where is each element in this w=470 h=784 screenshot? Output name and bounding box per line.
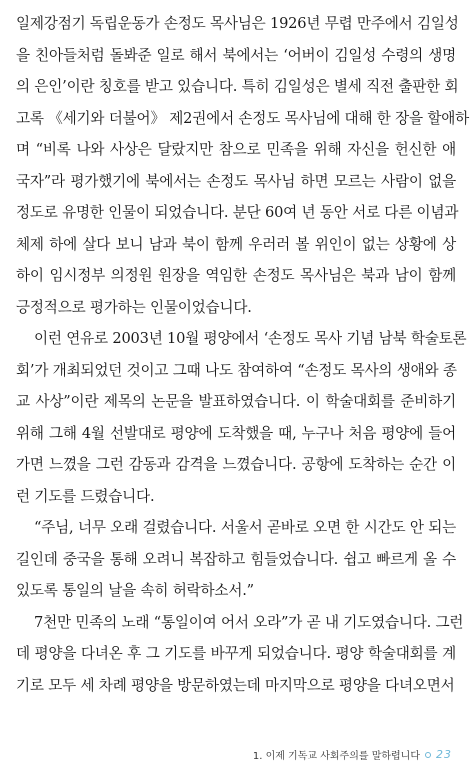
text-line: 을 친아들처럼 돌봐준 일로 해서 북에서는 ‘어버이 김일성 수령의 생명 xyxy=(16,46,456,64)
paragraph xyxy=(16,323,467,512)
paragraph xyxy=(16,8,470,323)
page-footer xyxy=(253,747,452,762)
text-line: 하이 임시정부 의정원 원장을 역임한 손정도 목사님은 북과 남이 함께 xyxy=(16,267,456,284)
text-line: 기로 모두 세 차례 평양을 방문하였는데 마지막으로 평양을 다녀오면서 xyxy=(16,676,455,694)
text-line: 위해 그해 4월 선발대로 평양에 도착했을 때, 누구나 처음 평양에 들어 xyxy=(16,424,456,442)
text-line: 의 은인’이란 칭호를 받고 있습니다. 특히 김일성은 별세 직전 출판한 회 xyxy=(16,78,459,95)
text-line: “주님, 너무 오래 걸렸습니다. 서울서 곧바로 오면 한 시간도 안 되는 xyxy=(34,519,456,536)
page-number: 23 xyxy=(436,748,452,761)
text-line: 일제강점기 독립운동가 손정도 목사님은 1926년 무렵 만주에서 김일성 xyxy=(16,15,459,32)
text-line: 7천만 민족의 노래 “통일이여 어서 오라”가 곧 내 기도였습니다. 그런 xyxy=(34,613,464,631)
text-line: 회’가 개최되었던 것이고 그때 나도 참여하여 “손정도 목사의 생애와 종 xyxy=(16,361,457,379)
text-line: 교 사상”이란 제목의 논문을 발표하였습니다. 이 학술대회를 준비하기 xyxy=(16,393,456,410)
bullet-circle-icon xyxy=(425,752,431,758)
text-line: 이런 연유로 2003년 10월 평양에서 ‘손정도 목사 기념 남북 학술토론 xyxy=(34,330,467,347)
body-text xyxy=(16,8,470,701)
text-line: 가면 느꼈을 그런 감동과 감격을 느꼈습니다. 공항에 도착하는 순간 이 xyxy=(16,456,456,473)
text-line: 며 “비록 나와 사상은 달랐지만 참으로 민족을 위해 자신을 헌신한 애 xyxy=(16,141,456,158)
text-line: 있도록 통일의 날을 속히 허락하소서.” xyxy=(16,582,254,599)
text-line: 정도로 유명한 인물이 되었습니다. 분단 60여 년 동안 서로 다른 이념과 xyxy=(16,204,459,221)
text-line: 체제 하에 살다 보니 남과 북이 함께 우러러 볼 위인이 없는 상황에 상 xyxy=(16,235,456,253)
paragraph xyxy=(16,512,456,607)
paragraph xyxy=(16,607,464,702)
text-line: 고록 《세기와 더불어》 제2권에서 손정도 목사님에 대해 한 장을 할애하 xyxy=(16,109,470,127)
chapter-title: 1. 이제 기독교 사회주의를 말하렵니다 xyxy=(252,751,420,762)
text-line: 긍정적으로 평가하는 인물이었습니다. xyxy=(16,298,252,316)
text-line: 데 평양을 다녀온 후 그 기도를 바꾸게 되었습니다. 평양 학술대회를 계 xyxy=(16,645,456,662)
text-line: 런 기도를 드렸습니다. xyxy=(16,487,155,505)
text-line: 국자”라 평가했기에 북에서는 손정도 목사님 하면 모르는 사람이 없을 xyxy=(16,172,456,190)
text-line: 길인데 중국을 통해 오려니 복잡하고 힘들었습니다. 쉽고 빠르게 올 수 xyxy=(16,550,456,568)
